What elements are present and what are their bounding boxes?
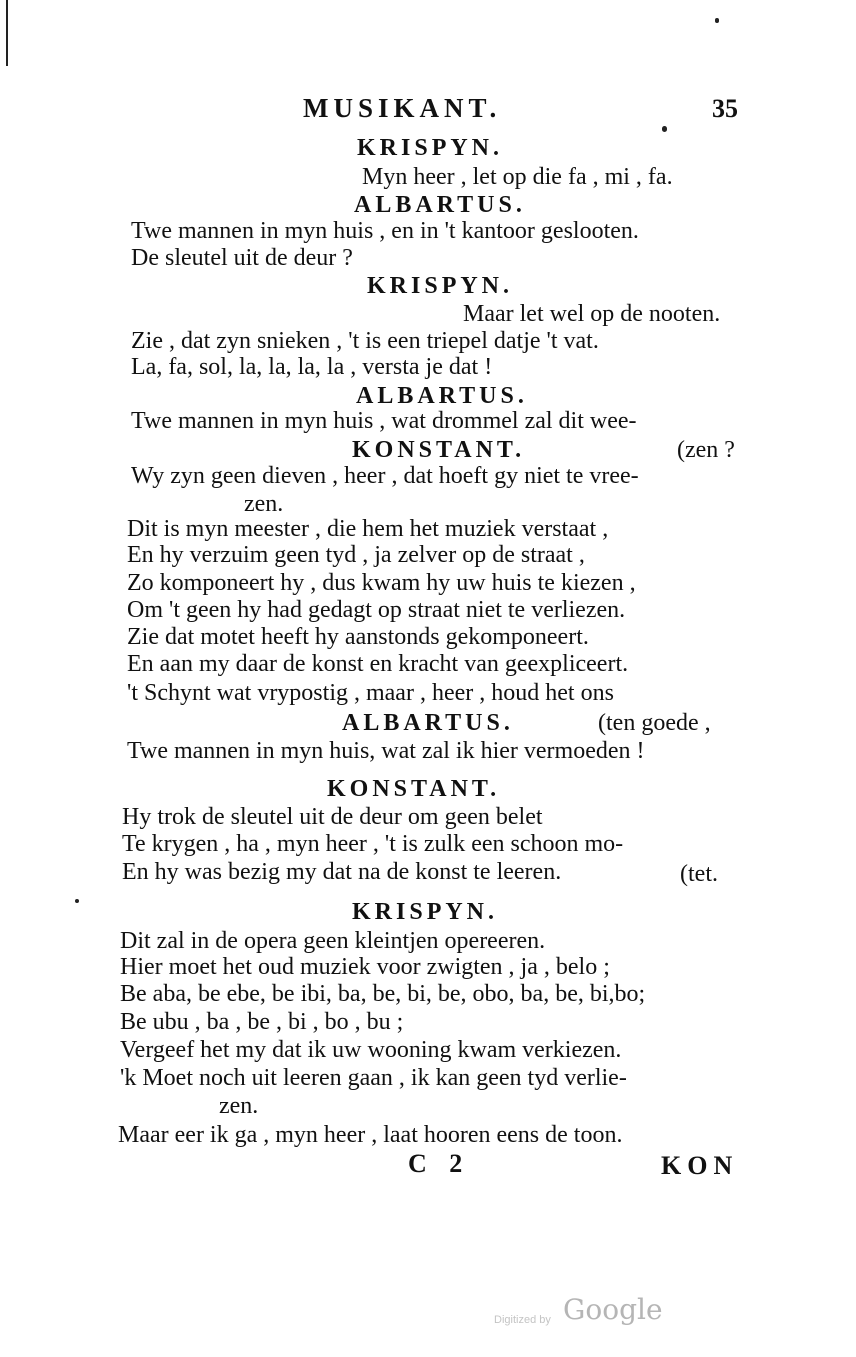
speaker-label: KONSTANT.	[327, 776, 501, 802]
verse-line: Be aba, be ebe, be ibi, ba, be, bi, be, obo, ba, be, bi,bo;	[120, 981, 646, 1007]
ink-speck	[662, 126, 667, 132]
verse-line: Myn heer , let op die fa , mi , fa.	[362, 164, 673, 190]
page-number: 35	[712, 94, 738, 123]
speaker-label: KONSTANT.	[352, 437, 526, 463]
speaker-label: ALBARTUS.	[342, 710, 514, 736]
verse-line: Wy zyn geen dieven , heer , dat hoeft gy niet te vree-	[131, 463, 639, 489]
ink-speck	[75, 899, 79, 903]
catchword: KON	[661, 1151, 739, 1180]
verse-line: 't Schynt wat vrypostig , maar , heer , houd het ons	[127, 680, 614, 706]
verse-line: Dit zal in de opera geen kleintjen opereeren.	[120, 928, 546, 954]
speaker-label: KRISPYN.	[357, 135, 504, 161]
scan-edge-line	[6, 0, 8, 66]
speaker-label: ALBARTUS.	[354, 192, 526, 218]
verse-line: Twe mannen in myn huis , wat drommel zal dit wee-	[131, 408, 637, 434]
verse-line: Be ubu , ba , be , bi , bo , bu ;	[120, 1009, 404, 1035]
verse-line: Hier moet het oud muziek voor zwigten , ja , belo ;	[120, 954, 610, 980]
verse-line: Zie , dat zyn snieken , 't is een triepel datje 't vat.	[131, 328, 599, 354]
verse-line: Zo komponeert hy , dus kwam hy uw huis te kiezen ,	[127, 570, 636, 596]
verse-line: Om 't geen hy had gedagt op straat niet te verliezen.	[127, 597, 626, 623]
speaker-label: ALBARTUS.	[356, 383, 528, 409]
verse-line: Zie dat motet heeft hy aanstonds gekomponeert.	[127, 624, 589, 650]
verse-line: zen.	[219, 1093, 259, 1119]
verse-line: Te krygen , ha , myn heer , 't is zulk een schoon mo-	[122, 831, 624, 857]
verse-line: 'k Moet noch uit leeren gaan , ik kan geen tyd verlie-	[120, 1065, 627, 1091]
verse-line: Maar let wel op de nooten.	[463, 301, 721, 327]
verse-line: La, fa, sol, la, la, la, la , versta je dat !	[131, 354, 493, 380]
google-logo: Google	[563, 1293, 663, 1326]
verse-line: De sleutel uit de deur ?	[131, 245, 353, 271]
running-title: MUSIKANT.	[303, 93, 502, 123]
verse-line: En aan my daar de konst en kracht van geexpliceert.	[127, 651, 629, 677]
signature-mark: C 2	[408, 1149, 471, 1178]
verse-line: Dit is myn meester , die hem het muziek verstaat ,	[127, 516, 609, 542]
verse-line: Twe mannen in myn huis , en in 't kantoor geslooten.	[131, 218, 639, 244]
verse-line: Vergeef het my dat ik uw wooning kwam verkiezen.	[120, 1037, 622, 1063]
turnover-fragment: (zen ?	[677, 437, 735, 463]
speaker-label: KRISPYN.	[352, 899, 499, 925]
speaker-label: KRISPYN.	[367, 273, 514, 299]
verse-line: zen.	[244, 491, 284, 517]
ink-speck	[715, 18, 719, 23]
verse-line: Twe mannen in myn huis, wat zal ik hier vermoeden !	[127, 738, 645, 764]
verse-line: Maar eer ik ga , myn heer , laat hooren eens de toon.	[118, 1122, 623, 1148]
verse-line: En hy verzuim geen tyd , ja zelver op de straat ,	[127, 542, 585, 568]
verse-line: En hy was bezig my dat na de konst te leeren.	[122, 859, 562, 885]
digitized-by-label: Digitized by	[494, 1314, 551, 1326]
turnover-fragment: (tet.	[680, 861, 718, 887]
verse-line: Hy trok de sleutel uit de deur om geen belet	[122, 804, 543, 830]
turnover-fragment: (ten goede ,	[598, 710, 711, 736]
